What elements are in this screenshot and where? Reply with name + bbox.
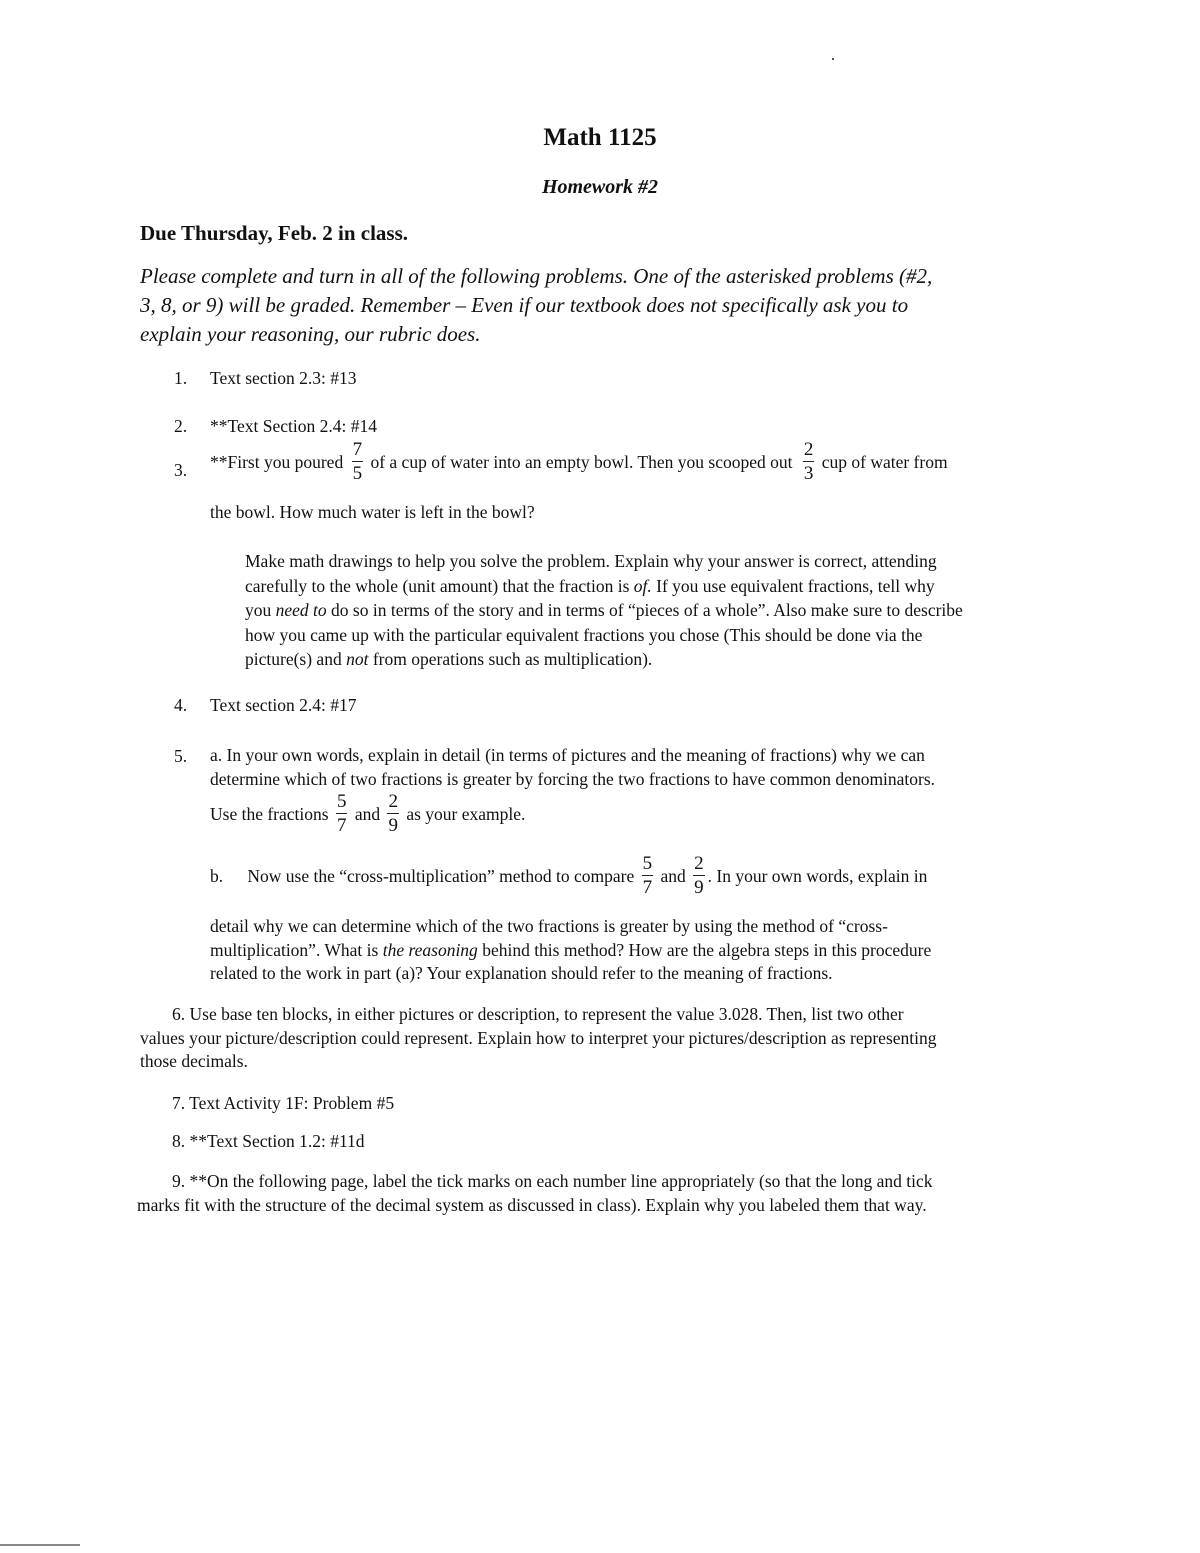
fraction-bar <box>642 875 654 876</box>
instructions <box>140 262 1060 349</box>
problem-3-line-1 <box>210 439 948 486</box>
problem-3-number: 3. <box>174 460 188 480</box>
guidance-text: you <box>245 600 276 620</box>
problem-6 <box>140 1003 1060 1074</box>
guidance-text: If you use equivalent fractions, tell why <box>651 575 935 596</box>
fraction-bar <box>387 813 399 814</box>
fraction-bar <box>336 813 348 814</box>
problem-5a-use: Use the fractions <box>210 804 329 825</box>
problem-5b-and: and <box>660 866 686 887</box>
page-subtitle: Homework #2 <box>541 176 659 198</box>
fraction-5-7 <box>642 854 654 898</box>
problem-7: 7. Text Activity 1F: Problem #5 <box>172 1093 395 1113</box>
problem-5a-example <box>210 791 526 838</box>
guidance-text: carefully to the whole (unit amount) that the fraction is <box>245 575 634 596</box>
instructions-line-2: 3, 8, or 9) will be graded. Remember – Even if our textbook does not specifically ask you to <box>140 293 909 317</box>
due-date: Due Thursday, Feb. 2 in class. <box>140 221 409 245</box>
fraction-denominator: 7 <box>336 815 347 836</box>
guidance-line-1: Make math drawings to help you solve the problem. Explain why your answer is correct, attending <box>245 551 937 571</box>
guidance-text: from operations such as multiplication). <box>368 649 653 669</box>
problem-5b-text: . In your own words, explain in <box>707 866 928 887</box>
fraction-denominator: 9 <box>694 877 704 898</box>
guidance-line-5 <box>245 647 1065 672</box>
scan-edge-mark <box>0 1544 80 1546</box>
problem-5b-text: behind this method? How are the algebra steps in this procedure <box>477 939 932 960</box>
problem-5-number: 5. <box>174 746 188 766</box>
problem-5a-line-2: determine which of two fractions is greater by forcing the two fractions to have common denominators. <box>210 768 936 789</box>
problem-5a-line-1: a. In your own words, explain in detail (in terms of pictures and the meaning of fractions) why we can <box>210 745 925 765</box>
problem-5b-line-1 <box>210 853 928 900</box>
instructions-line-1: Please complete and turn in all of the following problems. One of the asterisked problems (#2, <box>140 264 933 288</box>
fraction-2-3 <box>803 440 815 484</box>
problem-6-line-3: those decimals. <box>140 1051 248 1071</box>
problem-1-number: 1. <box>174 368 188 388</box>
problem-4-text: Text section 2.4: #17 <box>210 695 357 715</box>
problem-2-number: 2. <box>174 416 188 436</box>
fraction-denominator: 7 <box>642 877 653 898</box>
fraction-numerator: 5 <box>336 791 347 812</box>
problem-9 <box>137 1170 1062 1217</box>
fraction-numerator: 2 <box>388 791 398 812</box>
problem-6-line-1: 6. Use base ten blocks, in either pictures or description, to represent the value 3.028. Then, list two other <box>172 1004 904 1024</box>
problem-9-line-1: 9. **On the following page, label the tick marks on each number line appropriately (so that the long and tick <box>172 1171 933 1191</box>
fraction-7-5 <box>352 440 364 484</box>
fraction-bar <box>803 461 815 462</box>
problem-4-number: 4. <box>174 695 188 715</box>
problem-5b-emphasis: the reasoning <box>382 939 478 960</box>
problem-6-line-2: values your picture/description could represent. Explain how to interpret your pictures/description as representing <box>140 1027 937 1048</box>
problem-5a-text <box>210 744 1060 791</box>
problem-3-guidance <box>245 549 1065 672</box>
fraction-denominator: 9 <box>388 815 398 836</box>
problem-9-line-2: marks fit with the structure of the decimal system as discussed in class). Explain why you labeled them that way. <box>137 1194 927 1215</box>
problem-3-line-2: the bowl. How much water is left in the bowl? <box>210 502 535 522</box>
guidance-text: picture(s) and <box>245 649 347 669</box>
fraction-bar <box>693 875 705 876</box>
instructions-line-3: explain your reasoning, our rubric does. <box>140 322 481 346</box>
problem-3-part-1: **First you poured <box>210 452 344 473</box>
fraction-bar <box>352 461 364 462</box>
guidance-text: do so in terms of the story and in terms of “pieces of a whole”. Also make sure to describe <box>326 600 963 620</box>
guidance-emphasis: not <box>346 649 369 669</box>
problem-1-text: Text section 2.3: #13 <box>210 368 357 388</box>
problem-5b-text: Now use the “cross-multiplication” method to compare <box>247 866 635 887</box>
problem-8: 8. **Text Section 1.2: #11d <box>172 1131 365 1151</box>
fraction-2-9 <box>387 792 399 836</box>
problem-5b-line-4: related to the work in part (a)? Your explanation should refer to the meaning of fractions. <box>210 963 833 983</box>
problem-5a-and: and <box>354 804 381 825</box>
fraction-numerator: 7 <box>352 439 363 460</box>
fraction-2-9 <box>693 854 705 898</box>
problem-5b-label: b. <box>210 866 224 887</box>
guidance-line-2 <box>245 574 1065 599</box>
fraction-denominator: 3 <box>803 463 814 484</box>
fraction-5-7 <box>336 792 348 836</box>
problem-5b-body <box>210 915 1060 986</box>
guidance-emphasis: of. <box>633 575 652 596</box>
fraction-numerator: 5 <box>642 853 653 874</box>
scan-speck <box>832 58 834 60</box>
fraction-numerator: 2 <box>803 439 814 460</box>
problem-5b-line-3 <box>210 939 1060 963</box>
guidance-line-3 <box>245 598 1065 623</box>
guidance-emphasis: need to <box>275 600 327 620</box>
page-title: Math 1125 <box>543 124 657 151</box>
problem-3-part-3: cup of water from <box>821 452 948 473</box>
problem-3-part-2: of a cup of water into an empty bowl. Then you scooped out <box>370 452 793 473</box>
problem-5a-end: as your example. <box>406 804 526 825</box>
problem-2-text: **Text Section 2.4: #14 <box>210 416 377 436</box>
guidance-line-4: how you came up with the particular equivalent fractions you chose (This should be done via the <box>245 624 923 645</box>
problem-5b-line-2: detail why we can determine which of the two fractions is greater by using the method of “cross- <box>210 916 888 936</box>
problem-5b-text: multiplication”. What is <box>210 939 383 960</box>
fraction-denominator: 5 <box>352 463 363 484</box>
fraction-numerator: 2 <box>694 853 704 874</box>
